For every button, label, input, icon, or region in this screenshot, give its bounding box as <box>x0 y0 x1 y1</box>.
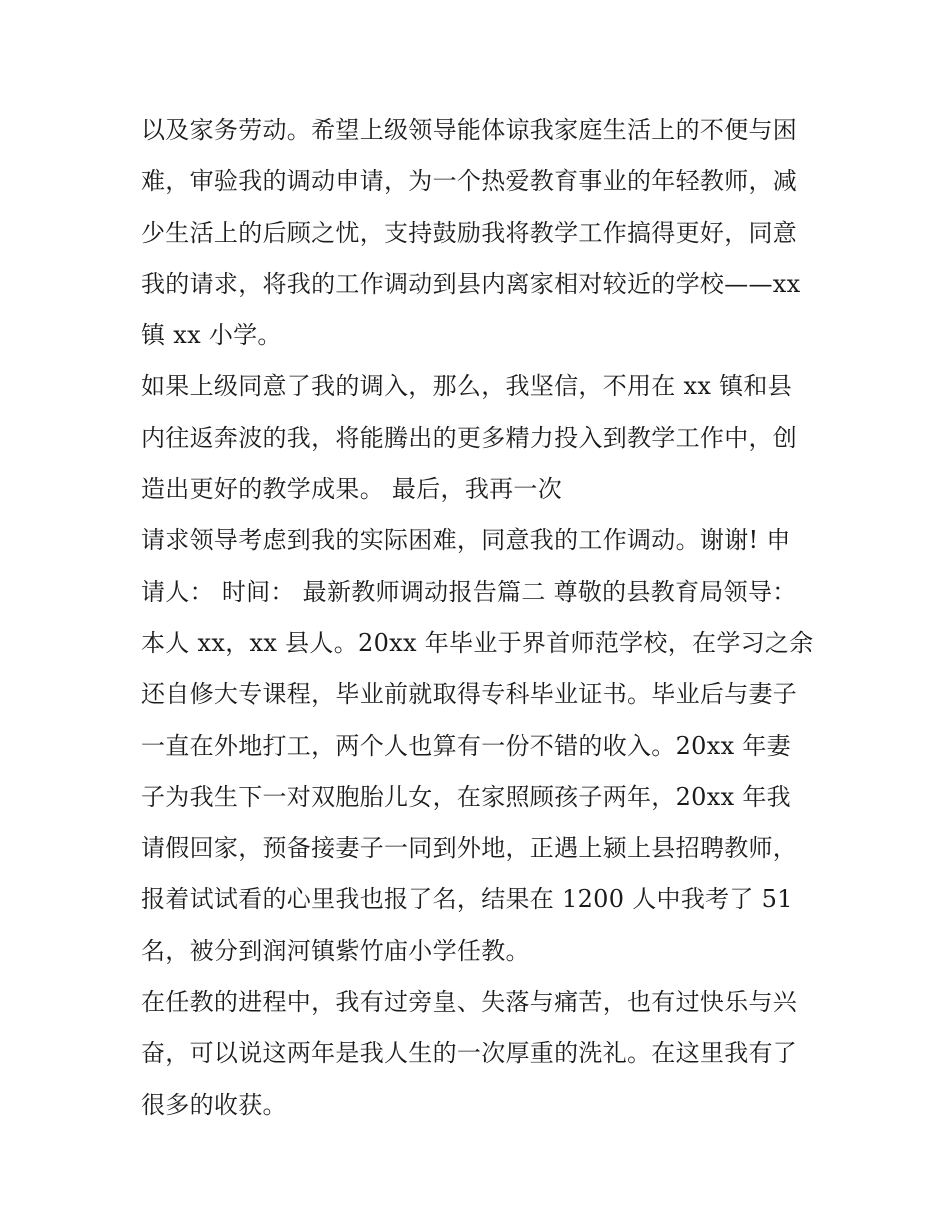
text-line: 一直在外地打工，两个人也算有一份不错的收入。20xx 年妻 <box>141 731 791 760</box>
text-line: 我的请求，将我的工作调动到县内离家相对较近的学校——xx <box>141 269 801 298</box>
text-line: 奋，可以说这两年是我人生的一次厚重的洗礼。在这里我有了 <box>141 1039 798 1068</box>
text-line: 以及家务劳动。希望上级领导能体谅我家庭生活上的不便与困 <box>141 116 798 144</box>
text-line: 请求领导考虑到我的实际困难，同意我的工作调动。谢谢! 申 <box>141 526 791 555</box>
text-line: 内往返奔波的我，将能腾出的更多精力投入到教学工作中，创 <box>141 423 798 452</box>
text-line: 请人： 时间： 最新教师调动报告篇二 尊敬的县教育局领导： <box>141 577 797 606</box>
text-line: 镇 xx 小学。 <box>141 321 282 350</box>
text-line: 名，被分到润河镇紫竹庙小学任教。 <box>141 936 530 965</box>
text-line: 如果上级同意了我的调入，那么，我坚信，不用在 xx 镇和县 <box>141 372 793 401</box>
document-body <box>141 111 821 1137</box>
text-line: 请假回家，预备接妻子一同到外地，正遇上颍上县招聘教师， <box>141 834 798 863</box>
text-line: 造出更好的教学成果。 最后，我再一次 <box>141 475 563 504</box>
text-line: 在任教的进程中，我有过旁皇、失落与痛苦，也有过快乐与兴 <box>141 988 798 1017</box>
text-line: 报着试试看的心里我也报了名，结果在 1200 人中我考了 51 <box>141 885 793 914</box>
text-line: 子为我生下一对双胞胎儿女，在家照顾孩子两年，20xx 年我 <box>141 782 791 811</box>
text-line: 很多的收获。 <box>141 1090 287 1119</box>
text-line: 难，审验我的调动申请，为一个热爱教育事业的年轻教师，减 <box>141 167 798 196</box>
text-line: 还自修大专课程，毕业前就取得专科毕业证书。毕业后与妻子 <box>141 680 798 709</box>
text-line: 本人 xx，xx 县人。20xx 年毕业于界首师范学校，在学习之余 <box>141 628 814 657</box>
text-line: 少生活上的后顾之忧，支持鼓励我将教学工作搞得更好，同意 <box>141 218 798 247</box>
